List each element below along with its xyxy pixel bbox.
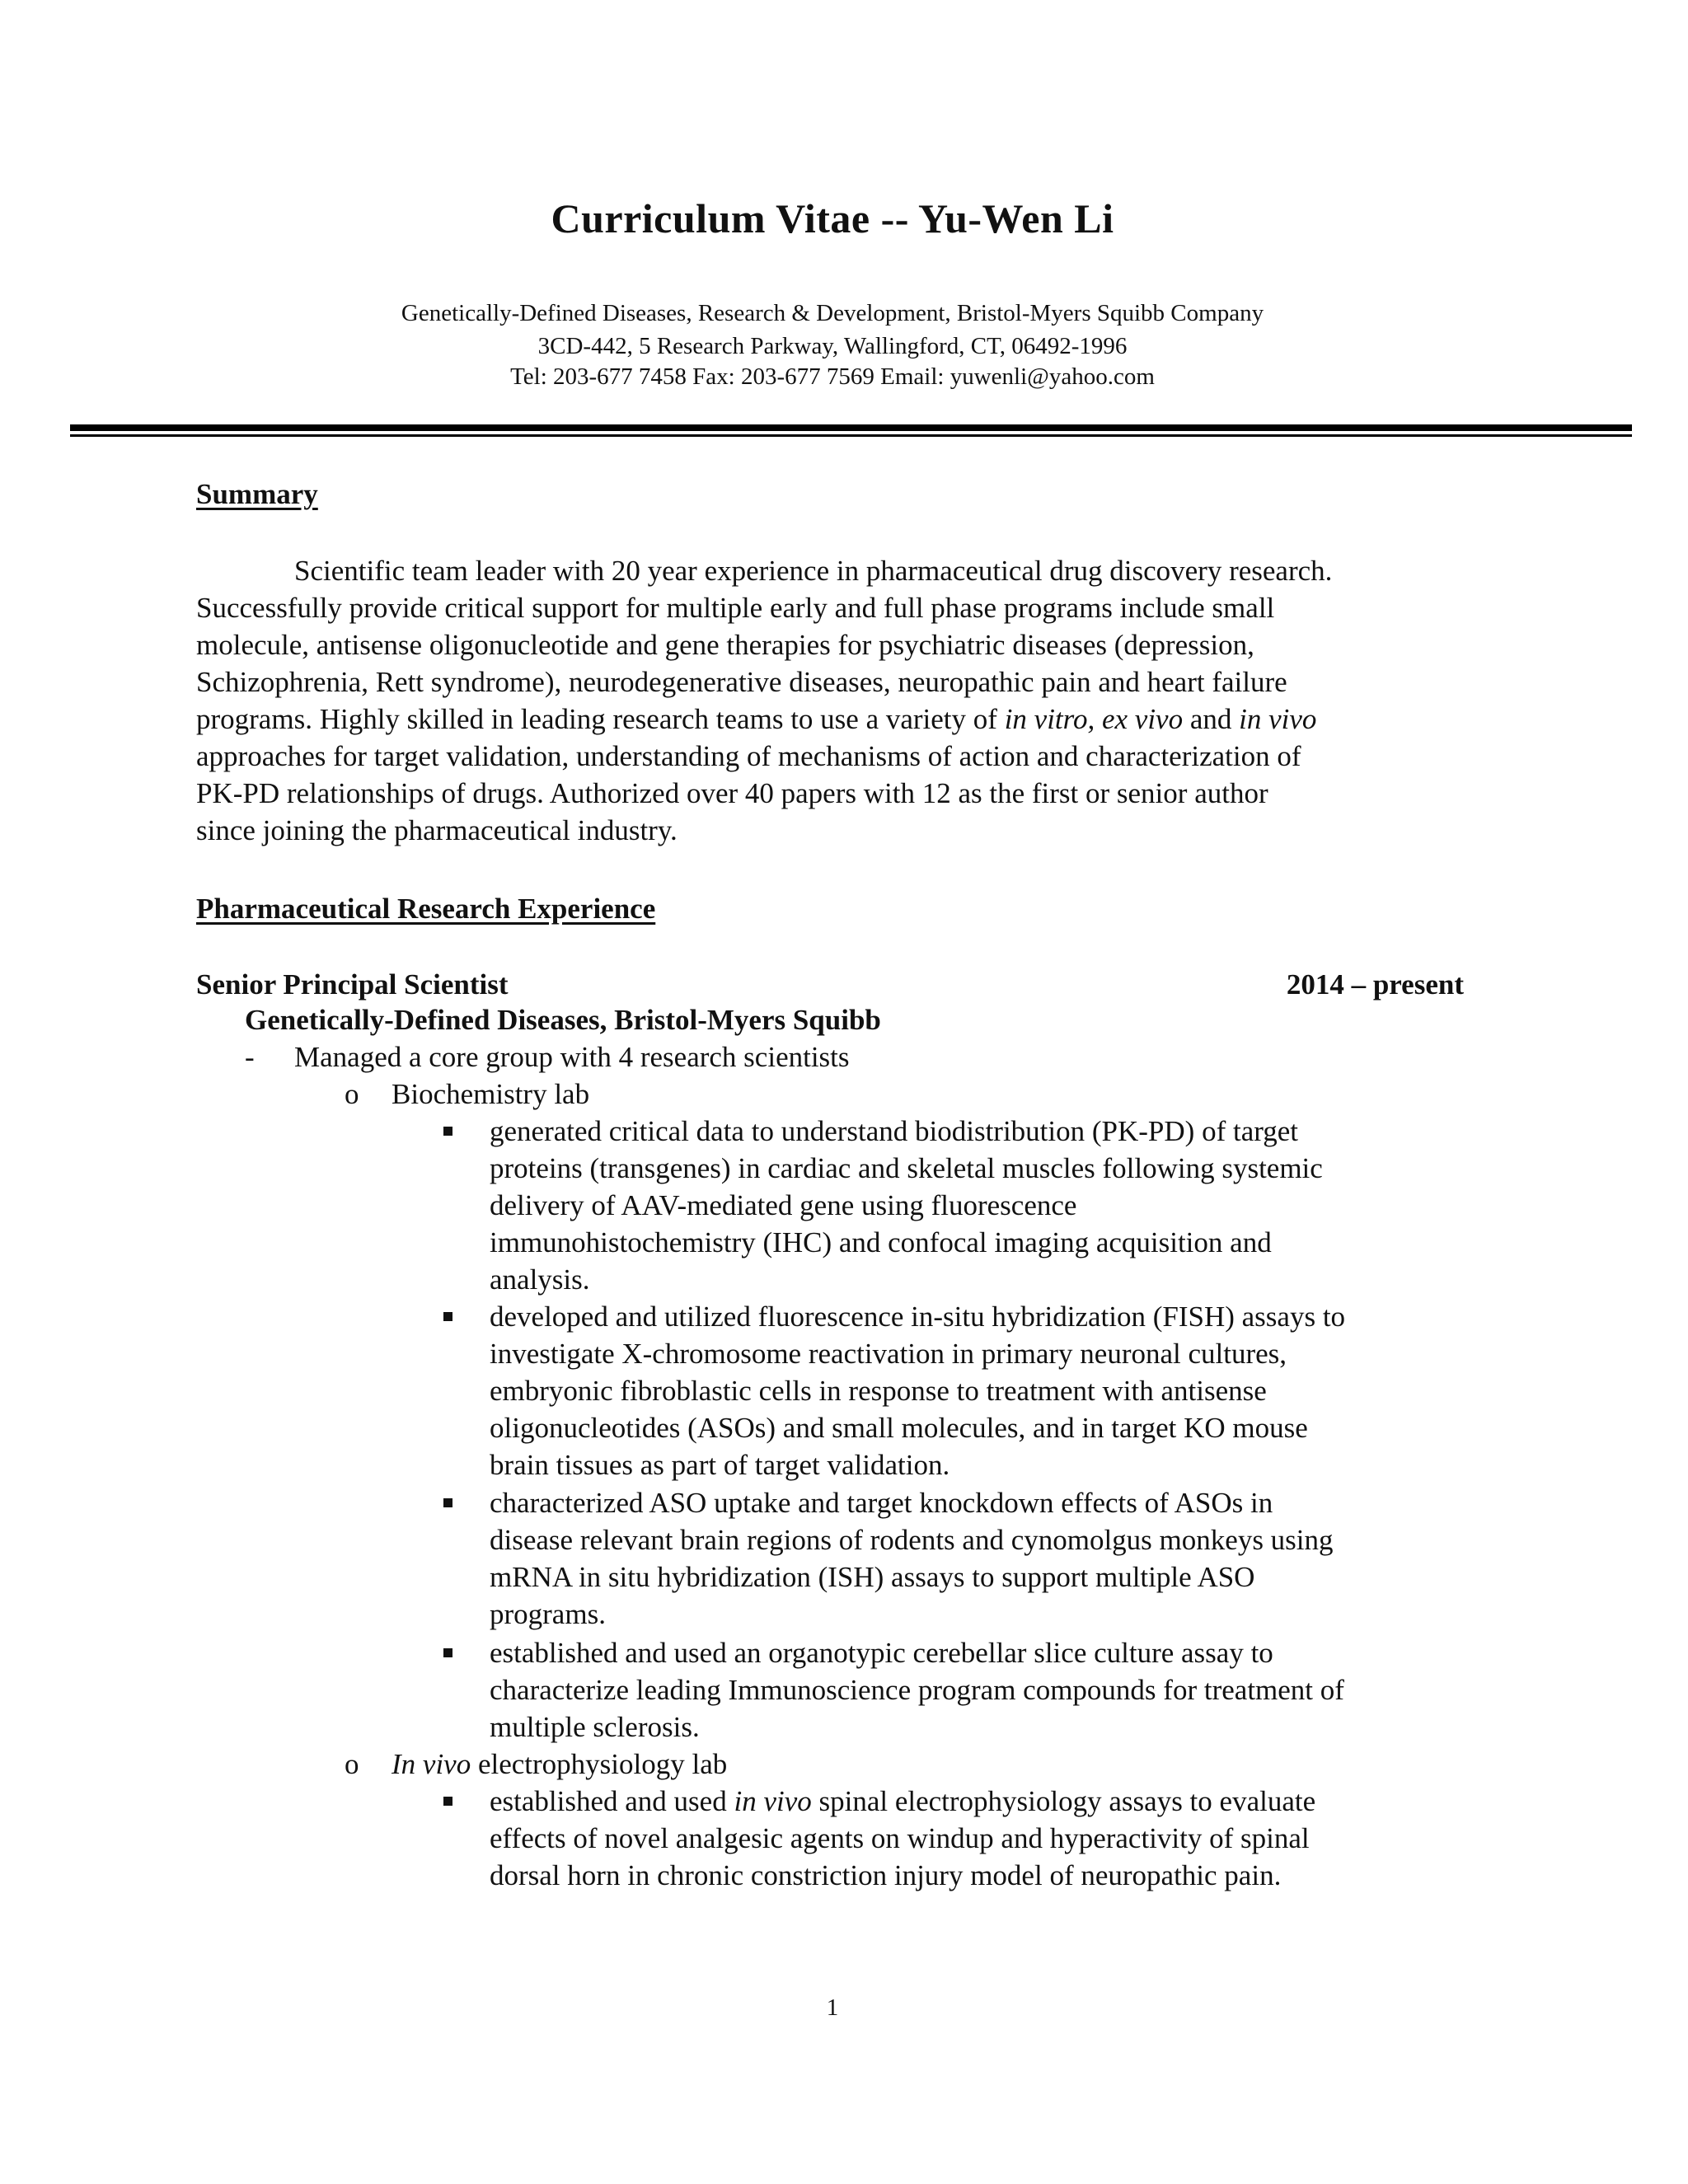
summary-line-6: approaches for target validation, understanding of mechanisms of action and characterization of xyxy=(196,740,1301,772)
bullet-2-line-2: investigate X-chromosome reactivation in primary neuronal cultures, xyxy=(490,1338,1287,1370)
bullet-1-line-1: generated critical data to understand biodistribution (PK-PD) of target xyxy=(490,1115,1299,1147)
bullet-2-line-1: developed and utilized fluorescence in-situ hybridization (FISH) assays to xyxy=(490,1301,1346,1333)
invivo-lab-italic: In vivo xyxy=(392,1748,471,1780)
square-bullet-icon xyxy=(443,1127,452,1136)
summary-line-4: Schizophrenia, Rett syndrome), neurodegenerative diseases, neuropathic pain and heart failure xyxy=(196,666,1287,698)
bullet-3-line-1: characterized ASO uptake and target knockdown effects of ASOs in xyxy=(490,1487,1273,1519)
summary-line-2: Successfully provide critical support for multiple early and full phase programs include small xyxy=(196,592,1275,624)
page-number: 1 xyxy=(826,1994,839,2021)
bullet-2-line-3: embryonic fibroblastic cells in response to treatment with antisense xyxy=(490,1375,1267,1407)
invivo-bullet-pre: established and used xyxy=(490,1785,734,1817)
managed-line: Managed a core group with 4 research scientists xyxy=(294,1041,850,1073)
bullet-1-line-3: delivery of AAV-mediated gene using fluorescence xyxy=(490,1189,1077,1221)
summary-line-8: since joining the pharmaceutical industry. xyxy=(196,814,678,846)
contact-line: Tel: 203-677 7458 Fax: 203-677 7569 Email: yuwenli@yahoo.com xyxy=(510,363,1155,390)
square-bullet-icon xyxy=(443,1312,452,1321)
job-title-row xyxy=(196,968,1464,1001)
bullet-1-line-4: immunohistochemistry (IHC) and confocal imaging acquisition and xyxy=(490,1226,1272,1258)
summary-line-3: molecule, antisense oligonucleotide and gene therapies for psychiatric diseases (depression, xyxy=(196,629,1254,661)
cv-title: Curriculum Vitae -- Yu-Wen Li xyxy=(551,195,1114,241)
bullet-2-line-5: brain tissues as part of target validation. xyxy=(490,1449,950,1481)
invivo-bullet-line-1 xyxy=(490,1787,1315,1816)
summary-line-5-text: programs. Highly skilled in leading research teams to use a variety of xyxy=(196,703,1005,735)
header-divider-thick xyxy=(70,424,1632,431)
circle-marker: o xyxy=(345,1748,359,1780)
address-line: 3CD-442, 5 Research Parkway, Wallingford, CT, 06492-1996 xyxy=(537,333,1128,359)
summary-line-5 xyxy=(196,705,1316,733)
square-bullet-icon xyxy=(443,1498,452,1507)
invivo-bullet-post: spinal electrophysiology assays to evaluate xyxy=(811,1785,1316,1817)
invivo-bullet-italic: in vivo xyxy=(734,1785,812,1817)
invivo-lab-rest: electrophysiology lab xyxy=(471,1748,728,1780)
bullet-1-line-2: proteins (transgenes) in cardiac and skeletal muscles following systemic xyxy=(490,1152,1323,1184)
summary-line-5-italic-a: in vitro, ex vivo xyxy=(1004,703,1184,735)
square-bullet-icon xyxy=(443,1648,452,1657)
biochem-lab-label: Biochemistry lab xyxy=(392,1078,590,1110)
circle-marker: o xyxy=(345,1078,359,1110)
summary-line-5-mid: and xyxy=(1183,703,1240,735)
job-dates: 2014 – present xyxy=(1286,968,1464,1001)
bullet-1-line-5: analysis. xyxy=(490,1263,590,1296)
invivo-bullet-line-3: dorsal horn in chronic constriction injury model of neuropathic pain. xyxy=(490,1859,1282,1891)
square-bullet-icon xyxy=(443,1797,452,1806)
invivo-bullet-line-2: effects of novel analgesic agents on windup and hyperactivity of spinal xyxy=(490,1822,1310,1854)
header-divider-thin xyxy=(70,434,1632,437)
invivo-lab-label xyxy=(392,1750,727,1779)
bullet-3-line-3: mRNA in situ hybridization (ISH) assays to support multiple ASO xyxy=(490,1561,1255,1593)
summary-heading: Summary xyxy=(196,478,318,510)
bullet-4-line-3: multiple sclerosis. xyxy=(490,1711,700,1743)
bullet-3-line-2: disease relevant brain regions of rodents and cynomolgus monkeys using xyxy=(490,1524,1334,1556)
dash-marker: - xyxy=(245,1041,255,1073)
summary-line-7: PK-PD relationships of drugs. Authorized over 40 papers with 12 as the first or senior author xyxy=(196,777,1268,809)
bullet-4-line-2: characterize leading Immunoscience program compounds for treatment of xyxy=(490,1674,1344,1706)
affiliation-line: Genetically-Defined Diseases, Research & Development, Bristol-Myers Squibb Company xyxy=(401,300,1264,326)
bullet-2-line-4: oligonucleotides (ASOs) and small molecules, and in target KO mouse xyxy=(490,1412,1308,1444)
summary-line-5-italic-b: in vivo xyxy=(1239,703,1317,735)
experience-heading: Pharmaceutical Research Experience xyxy=(196,893,656,925)
job-organization: Genetically-Defined Diseases, Bristol-Myers Squibb xyxy=(245,1004,881,1036)
summary-line-1: Scientific team leader with 20 year experience in pharmaceutical drug discovery research. xyxy=(294,555,1333,587)
bullet-3-line-4: programs. xyxy=(490,1598,606,1630)
bullet-4-line-1: established and used an organotypic cerebellar slice culture assay to xyxy=(490,1637,1273,1669)
job-title: Senior Principal Scientist xyxy=(196,968,509,1001)
